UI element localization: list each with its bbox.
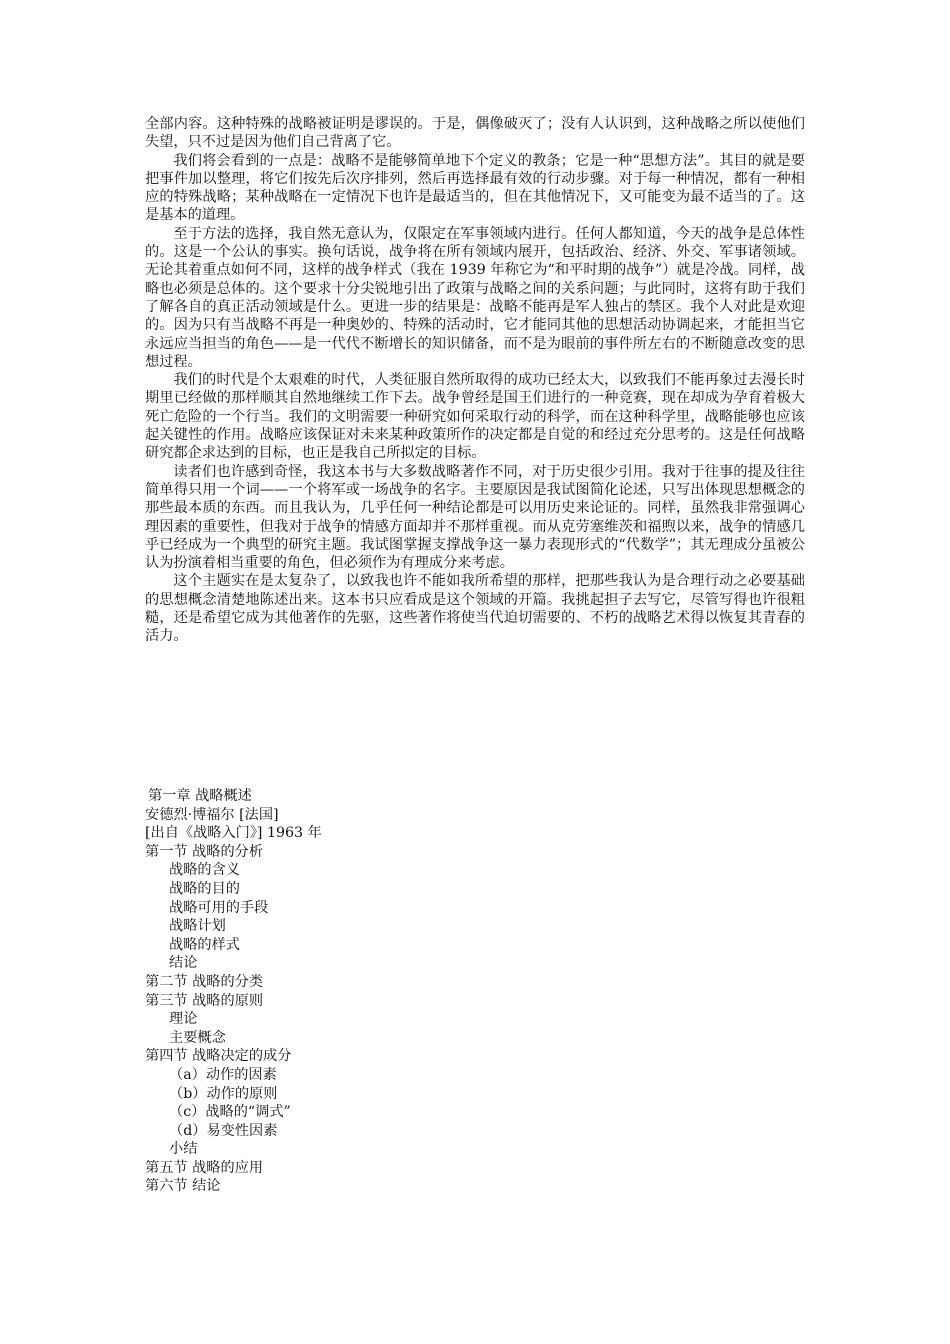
toc-section-title: 第二节 战略的分类 — [145, 973, 264, 990]
toc-item: 战略计划 — [169, 918, 226, 935]
toc-item: 理论 — [169, 1011, 198, 1028]
toc-item: 主要概念 — [169, 1029, 226, 1046]
chapter-title: 第一章 战略概述 — [148, 788, 252, 804]
toc-section-title: 第一节 战略的分析 — [145, 843, 264, 860]
paragraph: 至于方法的选择，我自然无意认为，仅限定在军事领域内进行。任何人都知道，今天的战争是总体性的。这是一个公认的事实。换句话说，战争将在所有领域内展开，包括政治、经济、外交、军事诸领域。无论其着重点如何不同，这样的战争样式（我在 1939 年称它为“和平时期的战争”）就是冷战。同样，战略也必须是总体的。这个要求十分尖锐地引出了政策与战略之间的关系问题；与此同时，这将有助于我们了解各自的真正活动领域是什么。更进一步的结果是：战略不能再是军人独占的禁区。我个人对此是欢迎的。因为只有当战略不再是一种奥妙的、特殊的活动时，它才能同其他的思想活动协调起来，才能担当它永远应当担当的角色——是一代代不断增长的知识储备，而不是为眼前的事件所左右的不断随意改变的思想过程。 — [145, 225, 805, 370]
toc-section-title: 第三节 战略的原则 — [145, 992, 264, 1009]
paragraph: 这个主题实在是太复杂了，以致我也许不能如我所希望的那样，把那些我认为是合理行动之必要基础的思想概念清楚地陈述出来。这本书只应看成是这个领域的开篇。我挑起担子去写它，尽管写得也许很粗糙，还是希望它成为其他著作的先驱，这些著作将使当代迫切需要的、不朽的战略艺术得以恢复其青春的活力。 — [145, 573, 805, 645]
toc-section-title: 第五节 战略的应用 — [145, 1159, 264, 1176]
toc-section-title: 第四节 战略决定的成分 — [145, 1048, 292, 1065]
toc-item: 小结 — [169, 1141, 198, 1158]
toc-item: （b）动作的原则 — [169, 1085, 278, 1102]
toc-item: （d）易变性因素 — [169, 1122, 278, 1139]
source-line: [出自《战略入门》] 1963 年 — [145, 825, 322, 842]
paragraph: 我们将会看到的一点是：战略不是能够简单地下个定义的教条；它是一种“思想方法”。其目的就是要把事件加以整理，将它们按先后次序排列，然后再选择最有效的行动步骤。对于每一种情况，都有一种相应的特殊战略；某种战略在一定情况下也许是最适当的，但在其他情况下，又可能变为最不适当的了。这是基本的道理。 — [145, 152, 805, 224]
body-text — [145, 115, 805, 646]
toc-item: 战略的目的 — [169, 880, 240, 897]
paragraph: 全部内容。这种特殊的战略被证明是谬误的。于是，偶像破灭了；没有人认识到，这种战略之所以使他们失望，只不过是因为他们自己背离了它。 — [145, 116, 805, 151]
paragraph: 我们的时代是个太艰难的时代，人类征服自然所取得的成功已经太大，以致我们不能再象过去漫长时期里已经做的那样顺其自然地继续工作下去。战争曾经是国王们进行的一种竞赛，现在却成为孕育着极大死亡危险的一个行当。我们的文明需要一种研究如何采取行动的科学，而在这种科学里，战略能够也应该起关键性的作用。战略应该保证对未来某种政策所作的决定都是自觉的和经过充分思考的。这是任何战略研究都企求达到的目标，也正是我自己所拟定的目标。 — [145, 372, 805, 462]
toc-item: 战略的含义 — [169, 862, 240, 879]
toc-item: 战略的样式 — [169, 936, 240, 953]
toc-section-title: 第六节 结论 — [145, 1178, 221, 1195]
toc-item: （a）动作的因素 — [169, 1066, 277, 1083]
table-of-contents — [145, 787, 805, 1196]
toc-item: 战略可用的手段 — [169, 899, 269, 916]
toc-item: （c）战略的“调式” — [169, 1104, 291, 1121]
paragraph: 读者们也许感到奇怪，我这本书与大多数战略著作不同，对于历史很少引用。我对于往事的提及往往简单得只用一个词——一个将军或一场战争的名字。主要原因是我试图简化论述，只写出体现思想概念的那些最本质的东西。而且我认为，几乎任何一种结论都是可以用历史来论证的。同样，虽然我非常强调心理因素的重要性，但我对于战争的情感方面却并不那样重视。而从克劳塞维茨和福煦以来，战争的情感几乎已经成为一个典型的研究主题。我试图掌握支撑战争这一暴力表现形式的“代数学”；其无理成分虽被公认为扮演着相当重要的角色，但必须作为有理成分来考虑。 — [145, 463, 805, 572]
toc-item: 结论 — [169, 955, 198, 972]
author-line: 安德烈·博福尔 [法国] — [145, 806, 279, 823]
